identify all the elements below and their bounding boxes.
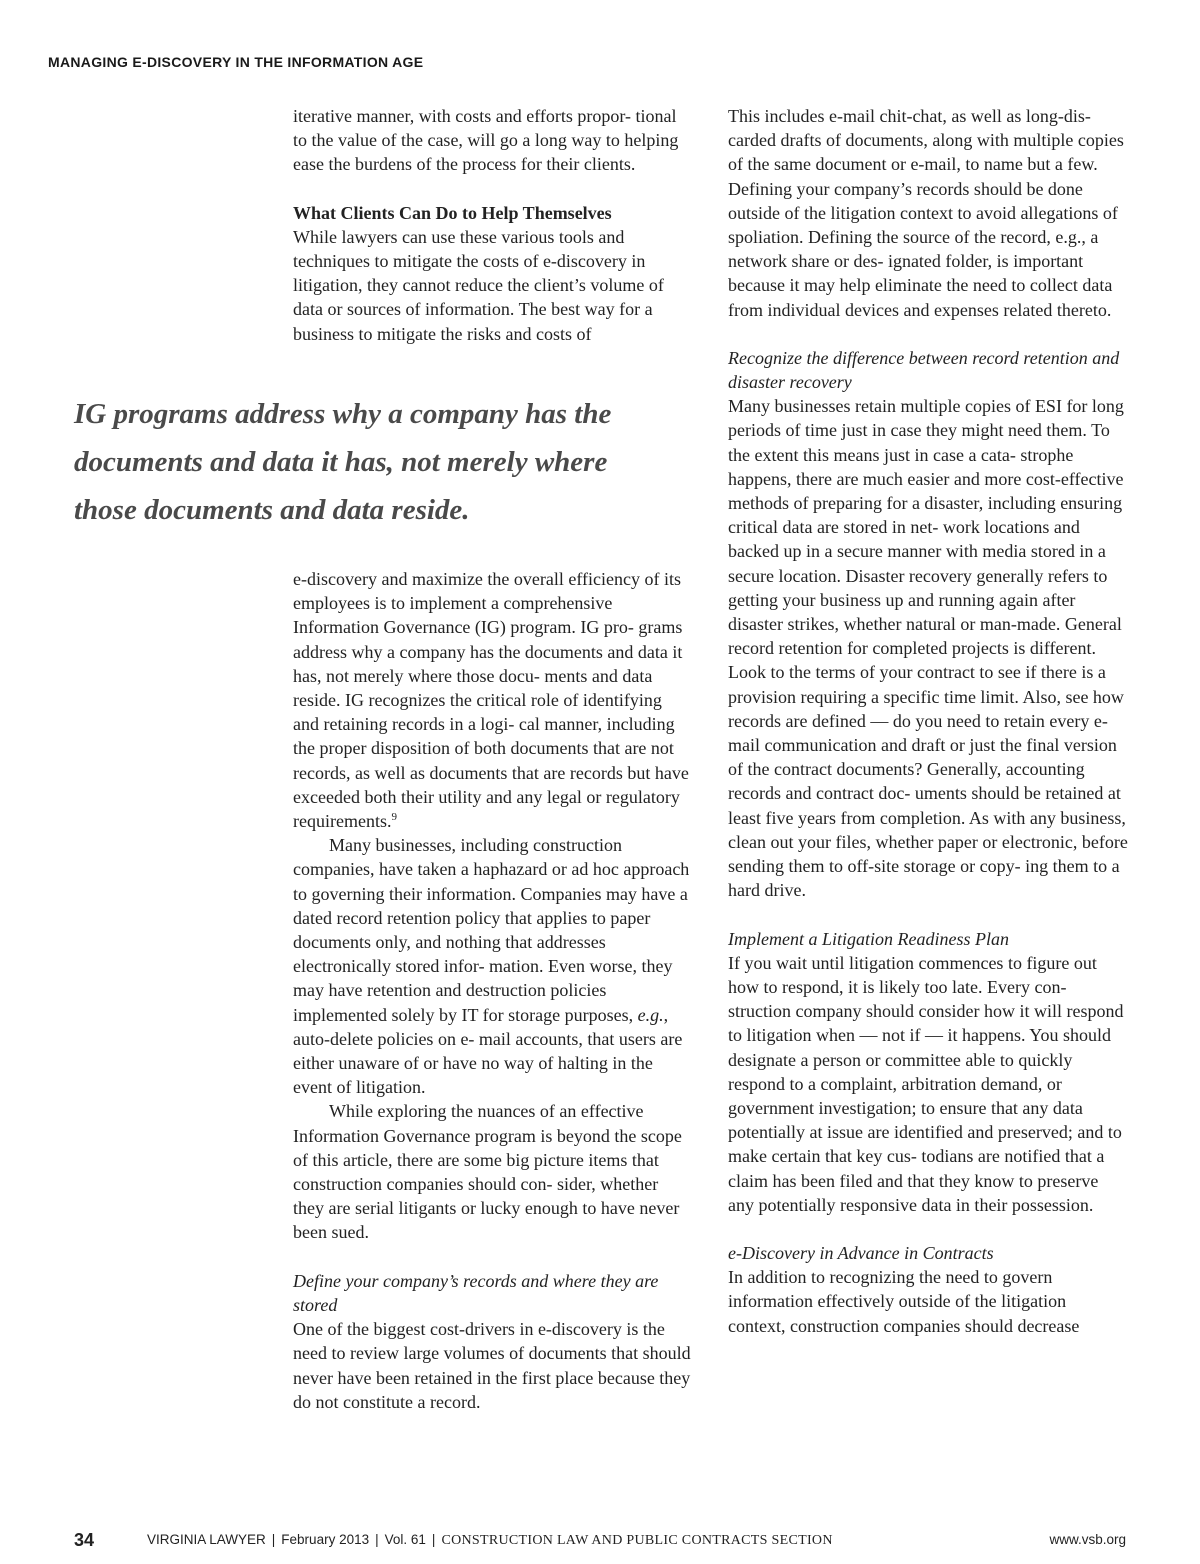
body-paragraph: This includes e-mail chit-chat, as well as long-dis- carded drafts of documents, along with multiple copies of the same document or e-mail, to name but a few. Defining your company’s records should be done outside of the litigation context to avoid allegations of spoliation. Defining the source of the record, e.g., a network share or des- ignated folder, is important because it may help eliminate the need to collect data from individual devices and expenses related thereto.: [728, 106, 1124, 320]
body-paragraph: While exploring the nuances of an effective Information Governance program is beyond the scope of this article, there are some big picture items that construction companies should con- sider, whether they are serial litigants or lucky enough to have never been sued.: [293, 1101, 682, 1243]
section-heading: e-Discovery in Advance in Contracts: [728, 1242, 994, 1263]
section-heading: What Clients Can Do to Help Themselves: [293, 202, 612, 223]
body-paragraph: If you wait until litigation commences to figure out how to respond, it is likely too late. Every con- struction company should consider how it will respond to litigation when — not if — it happens. You should designate a person or committee able to quickly respond to a complaint, arbitration demand, or government investigation; to ensure that any data potentially at issue are identified and preserved; and to make certain that key cus- todians are notified that a claim has been filed and that they know to preserve any potentially responsive data in their possession.: [728, 952, 1124, 1215]
pull-quote-line: IG programs address why a company has the: [74, 398, 612, 430]
separator: |: [271, 1532, 276, 1547]
publication-line: [147, 1532, 833, 1549]
body-text: , auto-delete policies on e- mail accounts, that users are either unaware of or have no way of halting in the event of litigation.: [293, 1004, 683, 1098]
body-paragraph: iterative manner, with costs and efforts propor- tional to the value of the case, will go a long way to helping ease the burdens of the process for their clients.: [293, 106, 679, 175]
left-column-bottom: [293, 567, 691, 1414]
body-paragraph: In addition to recognizing the need to govern information effectively outside of the litigation context, construction companies should decrease: [728, 1267, 1080, 1336]
pull-quote-line: those documents and data reside.: [74, 494, 470, 526]
left-column-top: [293, 104, 691, 346]
page-number: 34: [74, 1530, 95, 1550]
emphasis-text: e.g.: [637, 1004, 664, 1025]
separator: |: [375, 1532, 379, 1547]
body-paragraph: [293, 833, 691, 1099]
body-paragraph: While lawyers can use these various tools and techniques to mitigate the costs of e-discovery in litigation, they cannot reduce the client’s volume of data or sources of information. The best way for a business to mitigate the risks and costs of: [293, 226, 664, 344]
issue-date: February 2013: [281, 1532, 370, 1547]
body-text: Many businesses, including construction companies, have taken a haphazard or ad hoc approach to governing their information. Companies may have a dated record retention policy that applies to paper documents only, and nothing that addresses electronically stored infor- mation. Even worse, they may have retention and destruction policies implemented solely by IT for storage purposes,: [293, 835, 690, 1025]
footnote-reference: 9: [391, 811, 397, 824]
body-paragraph: One of the biggest cost-drivers in e-discovery is the need to review large volumes of documents that should never have been retained in the first place because they do not constitute a record.: [293, 1319, 691, 1412]
page-footer: [0, 1530, 1200, 1554]
pull-quote-line: documents and data it has, not merely where: [74, 446, 608, 478]
section-name: CONSTRUCTION LAW AND PUBLIC CONTRACTS SECTION: [441, 1533, 833, 1548]
website-url: www.vsb.org: [1049, 1532, 1126, 1547]
body-text: e-discovery and maximize the overall efficiency of its employees is to implement a comprehensive Information Governance (IG) program. IG pro- grams address why a company has the documents and data it has, not merely where those docu- ments and data reside. IG recognizes the critical role of identifying and retaining records in a logi- cal manner, including the proper disposition of both documents that are not records, as well as documents that are records but have exceeded both their utility and any legal or regulatory requirements.: [293, 569, 689, 832]
volume: Vol. 61: [384, 1532, 426, 1547]
right-column: [728, 104, 1128, 1338]
section-heading: Implement a Litigation Readiness Plan: [728, 928, 1009, 949]
section-heading: Recognize the difference between record retention and disaster recovery: [728, 347, 1120, 393]
running-head: MANAGING E-DISCOVERY IN THE INFORMATION AGE: [48, 54, 424, 70]
section-heading: Define your company’s records and where they are stored: [293, 1270, 659, 1315]
pull-quote: [74, 390, 654, 534]
publication-name: VIRGINIA LAWYER: [147, 1532, 266, 1547]
body-paragraph: Many businesses retain multiple copies of ESI for long periods of time just in case they might need them. To the extent this means just in case a cata- strophe happens, there are much easier and more cost-effective methods of preparing for a disaster, including ensuring critical data are stored in net- work locations and backed up in a secure manner with media stored in a secure location. Disaster recovery generally refers to getting your business up and running again after disaster strikes, whether natural or man-made. General record retention for completed projects is different. Look to the terms of your contract to see if there is a provision requiring a specific time limit. Also, see how records are defined — do you need to retain every e-mail communication and draft or just the final version of the contract documents? Generally, accounting records and contract doc- uments should be retained at least five years from completion. As with any business, clean out your files, whether paper or electronic, before sending them to off-site storage or copy- ing them to a hard drive.: [728, 396, 1128, 901]
separator: |: [431, 1532, 436, 1547]
body-paragraph: [293, 567, 691, 833]
